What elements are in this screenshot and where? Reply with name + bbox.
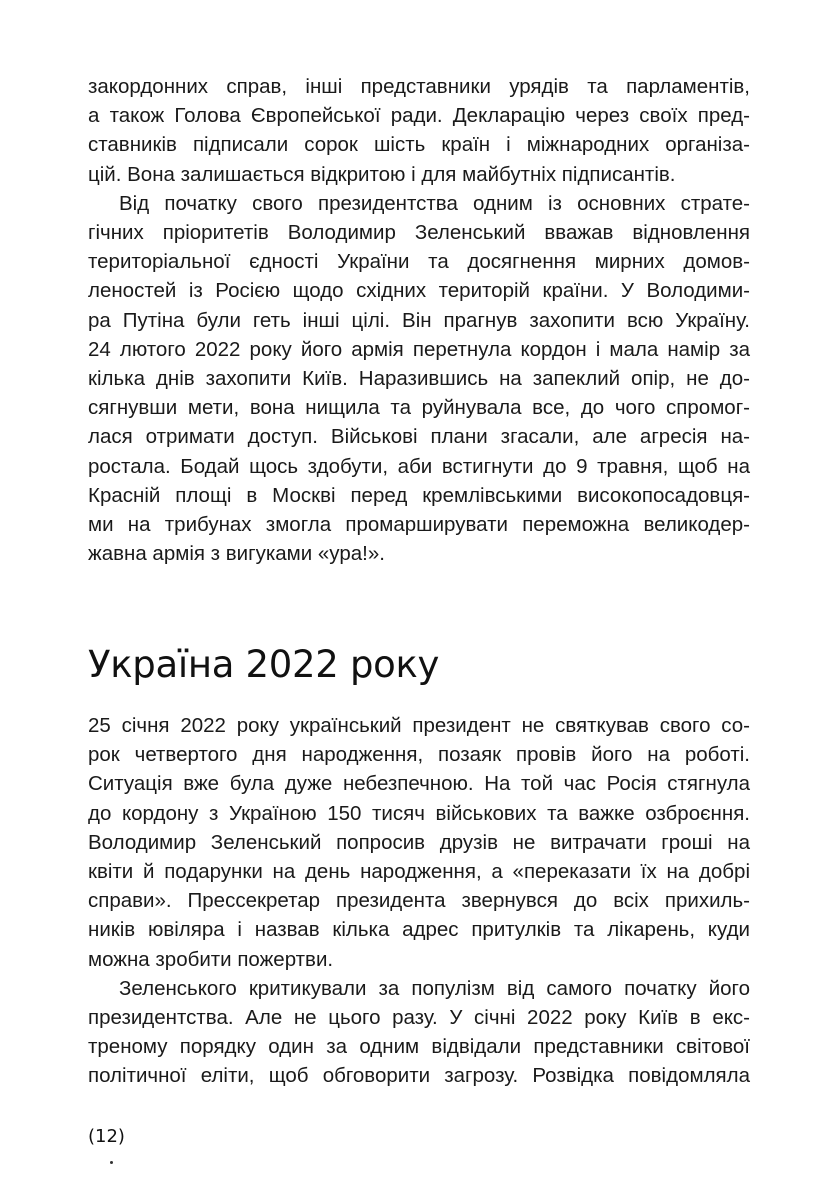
page-number: (12) xyxy=(88,1126,125,1147)
section-2 xyxy=(88,711,750,1091)
text-line: цій. Вона залишається відкритою і для майбутніх підписантів. xyxy=(88,162,676,186)
text-line: Зеленського критикували за популізм від самого початку його xyxy=(119,976,750,1000)
paragraph xyxy=(88,189,750,569)
text-line: кілька днів захопити Київ. Наразившись на запеклий опір, не до- xyxy=(88,367,750,391)
text-line: ставників підписали сорок шість країн і міжнародних організа- xyxy=(88,133,750,157)
text-line: президентства. Але не цього разу. У січні 2022 року Київ в екс- xyxy=(88,1006,750,1030)
text-line: можна зробити пожертви. xyxy=(88,947,334,971)
paragraph xyxy=(88,711,750,974)
text-line: Від початку свого президентства одним із основних страте- xyxy=(119,191,750,215)
section-heading: Україна 2022 року xyxy=(88,643,440,686)
text-line: квіти й подарунки на день народження, а «переказати їх на добрі xyxy=(88,860,750,884)
text-line: Красній площі в Москві перед кремлівськими високопосадовця- xyxy=(88,483,750,507)
paragraph xyxy=(88,974,750,1091)
text-line: а також Голова Європейської ради. Декларацію через своїх пред- xyxy=(88,104,750,128)
section-1 xyxy=(88,72,750,568)
text-line: закордонних справ, інші представники урядів та парламентів, xyxy=(88,75,750,98)
text-line: жавна армія з вигуками «ура!». xyxy=(88,542,385,566)
text-line: Ситуація вже була дуже небезпечною. На той час Росія стягнула xyxy=(88,772,750,796)
text-line: до кордону з Україною 150 тисяч військових та важке озброєння. xyxy=(88,801,750,825)
text-line: ростала. Бодай щось здобути, аби встигнути до 9 травня, щоб на xyxy=(88,454,750,478)
paragraph xyxy=(88,72,750,189)
text-line: територіальної єдності України та досягнення мирних домов- xyxy=(88,250,750,274)
text-line: гічних пріоритетів Володимир Зеленський вважав відновлення xyxy=(88,221,750,245)
text-line: ників ювіляра і назвав кілька адрес притулків та лікарень, куди xyxy=(88,918,750,942)
speck xyxy=(110,1161,113,1164)
text-line: треному порядку один за одним відвідали представники світової xyxy=(88,1035,750,1059)
text-line: рок четвертого дня народження, позаяк провів його на роботі. xyxy=(88,743,750,767)
text-line: 24 лютого 2022 року його армія перетнула кордон і мала намір за xyxy=(88,337,750,361)
text-line: леностей із Росією щодо східних територій країни. У Володими- xyxy=(88,279,750,303)
text-line: справи». Прессекретар президента звернувся до всіх прихиль- xyxy=(88,889,750,913)
text-line: сягнувши мети, вона нищила та руйнувала все, до чого спромог- xyxy=(88,396,750,420)
text-line: політичної еліти, щоб обговорити загрозу. Розвідка повідомляла xyxy=(88,1064,750,1088)
text-line: ра Путіна були геть інші цілі. Він прагнув захопити всю Україну. xyxy=(88,308,750,332)
text-line: лася отримати доступ. Військові плани згасали, але агресія на- xyxy=(88,425,750,449)
text-line: Володимир Зеленський попросив друзів не витрачати гроші на xyxy=(88,830,750,854)
text-line: ми на трибунах змогла промарширувати переможна великодер- xyxy=(88,513,750,537)
text-line: 25 січня 2022 року український президент не святкував свого со- xyxy=(88,714,750,737)
